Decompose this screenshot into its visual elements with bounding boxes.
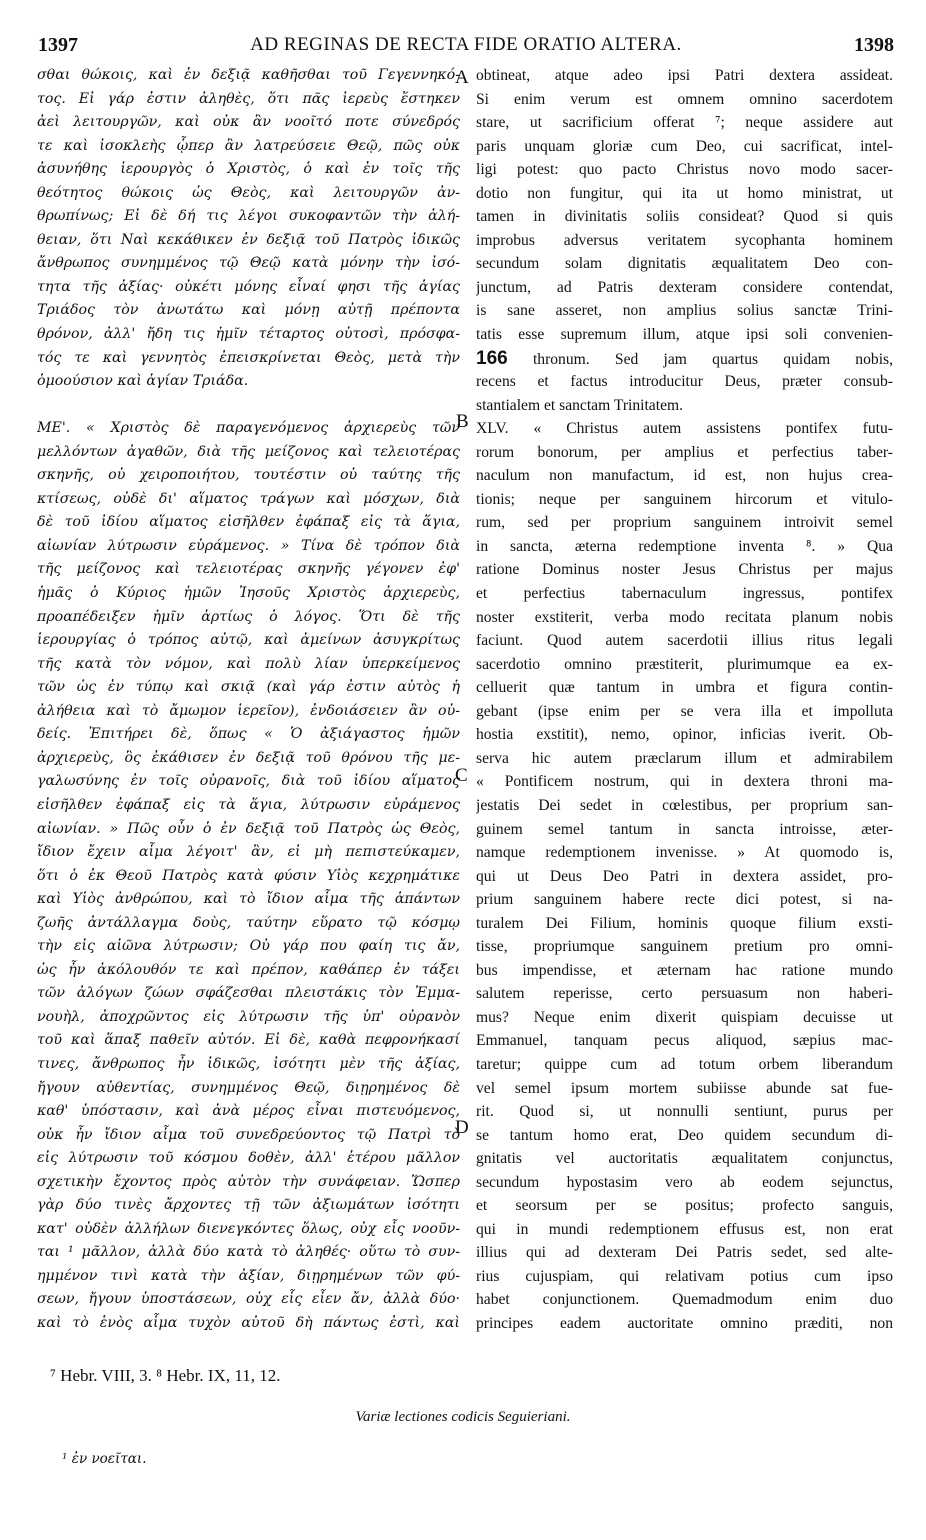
- text-line: τῶν ὡς ἐν τύπῳ καὶ σκιᾷ (καὶ γάρ ἐστιν αὐτὸς ἡ: [37, 679, 460, 696]
- text-line: principes eadem auctoritate omnino præditi, non: [476, 1314, 893, 1332]
- text-line: recens et factus introducitur Deus, præter consub-: [476, 373, 893, 391]
- text-line: et seorsum per se positus; profecto sanguis,: [476, 1197, 893, 1215]
- latin-text-column: [476, 64, 893, 1336]
- text-line: guinem semel tantum in sancta introisse, æter-: [476, 820, 893, 838]
- text-line: secundum hypostasim vero ab eodem sejunctus,: [476, 1173, 893, 1191]
- text-line: Τριάδος τὸν ἀνωτάτω καὶ μόνῃ αὐτῇ πρέποντα: [37, 302, 460, 319]
- section-marker-b: B: [456, 411, 469, 432]
- text-line: tatis esse supremum illum, atque ipsi soli convenien-: [476, 326, 893, 344]
- text-line: ἤγουν αὐθεντίας, συνημμένος Θεῷ, διῃρημένος δὲ: [37, 1079, 460, 1096]
- text-line: σχετικὴν ἔχοντος πρὸς αὐτὸν τὴν συνάφειαν. Ὥσπερ: [37, 1173, 460, 1190]
- text-line: secundum solam dignitatis æqualitatem Deo con-: [476, 255, 893, 273]
- text-line: improbus adversus veritatem sycophanta hominem: [476, 231, 893, 249]
- column-number: 166: [476, 347, 508, 369]
- section-marker-d: D: [455, 1117, 469, 1138]
- text-line: hostia exstitit), nemo, opinor, inficias iverit. Ob-: [476, 726, 893, 744]
- text-line: γαλωσύνης ἐν τοῖς οὐρανοῖς, διὰ τοῦ ἰδίου αἵματος: [37, 773, 460, 790]
- text-line: τός τε καὶ γεννητὸς ἐπεισκρίνεται Θεὸς, μετὰ τὴν: [37, 349, 460, 366]
- text-line: se tantum homo erat, Deo quidem secundum di-: [476, 1126, 893, 1144]
- text-line: mus? Neque enim dixerit quispiam decuisse ut: [476, 1008, 893, 1026]
- text-line: νουὴλ, ἀποχρῶντος εἰς λύτρωσιν τῆς ὑπ' οὐρανὸν: [37, 1008, 460, 1025]
- text-line: noster exstiterit, verba modo recitata planum nobis: [476, 608, 893, 626]
- text-line: tionis; neque per sanguinem hircorum et vitulo-: [476, 490, 893, 508]
- text-line: προαπέδειξεν ἡμῖν ἀρτίως ὁ λόγος. Ὅτι δὲ τῆς: [37, 608, 460, 625]
- text-line: serva hic autem præclarum illum et admirabilem: [476, 749, 893, 767]
- text-line: rorum bonorum, per amplius et perfectius taber-: [476, 443, 893, 461]
- text-line: ratione Dominus noster Jesus Christus per majus: [476, 561, 893, 579]
- text-line: tamen in divinitatis soliis consideat? Quod si quis: [476, 208, 893, 226]
- text-line: σεων, ἤγουν ὑποστάσεων, οὐχ εἷς εἶεν ἄν, ἀλλὰ δύο·: [37, 1291, 460, 1308]
- text-line: ὁμοούσιον καὶ ἁγίαν Τριάδα.: [37, 373, 249, 390]
- text-line: bus impendisse, et æternam hac ratione mundo: [476, 961, 893, 979]
- text-line: gnitatis vel auctoritatis æqualitatem conjunctus,: [476, 1150, 893, 1168]
- text-line: vel semel ipsum mortem subiisse abunde sat fue-: [476, 1079, 893, 1097]
- text-line: rius cujuspiam, qui relativam potius cum ipso: [476, 1267, 893, 1285]
- text-line: τε καὶ ἰσοκλεὴς ᾧπερ ἂν λατρεύσειε Θεῷ, πῶς οὐκ: [37, 137, 460, 154]
- text-line: in sancta, æterna redemptione inventa ⁸. » Qua: [476, 537, 893, 555]
- text-line: τῆς μείζονος καὶ τελειοτέρας σκηνῆς γέγονεν ἐφ': [37, 561, 460, 578]
- text-line: is sane asseret, non amplius solius sanctæ Trini-: [476, 302, 893, 320]
- text-line: ται ¹ μᾶλλον, ἀλλὰ δύο κατὰ τὸ ἀληθές· οὕτω τὸ συν-: [37, 1244, 460, 1261]
- text-line: faciunt. Quod autem sacerdotii illius ritus legali: [476, 632, 893, 650]
- text-line: Emmanuel, tanquam pecus aliquod, sæpius mac-: [476, 1032, 893, 1050]
- scripture-footnotes: ⁷ Hebr. VIII, 3. ⁸ Hebr. IX, 11, 12.: [50, 1366, 281, 1385]
- text-line: ὡς ἦν ἀκόλουθόν τε καὶ πρέπον, καθάπερ ἐν τάξει: [37, 961, 460, 978]
- text-line: ἀρχιερεὺς, ὃς ἐκάθισεν ἐν δεξιᾷ τοῦ θρόνου τῆς με-: [37, 749, 460, 766]
- section-marker-a: A: [455, 67, 469, 88]
- text-line: ἀεὶ λειτουργῶν, καὶ οὐκ ἂν νοοῖτό ποτε σύνεδρός: [37, 114, 460, 131]
- text-line: naculum non manufactum, id est, non hujus crea-: [476, 467, 893, 485]
- text-line: εἰσῆλθεν ἐφάπαξ εἰς τὰ ἅγια, λύτρωσιν εὑράμενος: [37, 796, 460, 813]
- text-line: namque redemptionem invenisse. » At quomodo is,: [476, 844, 893, 862]
- text-line: ημμένον τινὶ κατὰ τὴν ἀξίαν, διῃρημένων τῶν φύ-: [37, 1267, 460, 1284]
- text-line: Si enim verum est omnem omnino sacerdotem: [476, 90, 893, 108]
- text-line: junctum, ad Patris dexteram considere contendat,: [476, 278, 893, 296]
- text-line: ΜΕ'. « Χριστὸς δὲ παραγενόμενος ἀρχιερεὺς τῶν: [37, 420, 460, 437]
- text-line: celluerit quæ tantum in umbra et figura contin-: [476, 679, 893, 697]
- text-line: sacerdotio omnino præstiterit, plurimumque ea ex-: [476, 655, 893, 673]
- text-line: οὐκ ἦν ἴδιον αἷμα τοῦ συνεδρεύοντος τῷ Πατρὶ τὸ: [37, 1126, 460, 1143]
- text-line: ἀλήθεια καὶ τὸ ἄμωμον ἱερεῖον), ἐνδοιάσειεν ἂν οὐ-: [37, 702, 460, 719]
- text-line: ζωῆς ἀντάλλαγμα δοὺς, ταύτην εὕρατο τῷ κόσμῳ: [37, 914, 460, 931]
- variae-lectiones-heading: Variæ lectiones codicis Seguieriani.: [355, 1409, 571, 1425]
- text-line: τῶν ἀλόγων ζώων σφάζεσθαι πλειστάκις τὸν Ἐμμα-: [37, 985, 460, 1002]
- text-line: stantialem et sanctam Trinitatem.: [476, 396, 684, 414]
- text-line: qui ut Deus Deo Patri in dextera assidet, pro-: [476, 867, 893, 885]
- text-line: rit. Quod si, ut nonnulli sentiunt, purus per: [476, 1103, 893, 1121]
- text-line: ἀσυνήθης ἱερουργὸς ὁ Χριστὸς, ὁ καὶ ἐν τοῖς τῆς: [37, 161, 460, 178]
- text-line: θρόνον, ἀλλ' ἤδη τις ἡμῖν τέταρτος οὑτοσὶ, πρόσφα-: [37, 326, 460, 343]
- text-line: paris unquam gloriæ cum Deo, cui sacrificat, intel-: [476, 137, 893, 155]
- text-line: θεότητος θώκοις ὡς Θεὸς, καὶ λειτουργῶν ἀν-: [37, 184, 460, 201]
- text-line: salutem reperisse, certo persuasum non haberi-: [476, 985, 893, 1003]
- text-line: κατ' οὐδὲν ἀλλήλων διενεγκόντες ὅλως, οὐχ εἷς νοοῦν-: [37, 1220, 460, 1237]
- text-line: jestatis Dei sedet in cœlestibus, per proprium san-: [476, 796, 893, 814]
- text-line: καὶ Υἱὸς ἀνθρώπου, καὶ τὸ ἴδιον αἷμα τῆς ἁπάντων: [37, 891, 460, 908]
- text-line: δείς. Ἐπιτήρει δὲ, ὅπως « Ὁ ἀξιάγαστος ἡμῶν: [37, 726, 460, 743]
- text-line: τοῦ καὶ ἅπαξ παθεῖν αὐτόν. Εἰ δὲ, καθὰ πεφρονήκασί: [37, 1032, 460, 1049]
- running-title: AD REGINAS DE RECTA FIDE ORATIO ALTERA.: [250, 34, 682, 55]
- text-line: δὲ τοῦ ἰδίου αἵματος εἰσῆλθεν ἐφάπαξ εἰς τὰ ἅγια,: [37, 514, 460, 531]
- text-line: dotio non fungitur, qui ita ut homo ministrat, ut: [476, 184, 893, 202]
- text-line: 166 thronum. Sed jam quartus quidam nobis,: [476, 347, 893, 369]
- page-number-right: 1398: [854, 34, 894, 56]
- text-line: κτίσεως, οὐδὲ δι' αἵματος τράγων καὶ μόσχων, διὰ: [37, 490, 460, 507]
- text-line: αἰωνίαν λύτρωσιν εὑράμενος. » Τίνα δὲ τρόπον διὰ: [37, 537, 460, 554]
- text-line: τητα τῆς ἀξίας· οὐκέτι μόνης εἶναί φησι τῆς ἁγίας: [37, 278, 460, 295]
- text-line: σθαι θώκοις, καὶ ἐν δεξιᾷ καθῆσθαι τοῦ Γεγεννηκό-: [37, 67, 460, 83]
- text-line: εἰς λύτρωσιν τοῦ κόσμου δοθὲν, ἀλλ' ἑτέρου μᾶλλον: [37, 1150, 460, 1167]
- text-line: σκηνῆς, οὐ χειροποιήτου, τουτέστιν οὐ ταύτης τῆς: [37, 467, 460, 484]
- text-line: αἰωνίαν. » Πῶς οὖν ὁ ἐν δεξιᾷ τοῦ Πατρὸς ὡς Θεὸς,: [37, 820, 460, 837]
- variant-reading: ¹ ἐν νοεῖται.: [62, 1451, 147, 1467]
- text-line: turalem Dei Filium, hominis quoque filium exsti-: [476, 914, 893, 932]
- text-line: ἱερουργίας ὁ τρόπος αὐτῷ, καὶ ἀμείνων ἀσυγκρίτως: [37, 632, 460, 649]
- text-line: gebant (ipse enim per se vera illa et impolluta: [476, 702, 893, 720]
- text-line: taretur; quippe cum ad totum orbem liberandum: [476, 1055, 893, 1073]
- text-line: [37, 394, 460, 418]
- text-line: ἴδιον ἔχειν αἷμα λέγοιτ' ἂν, εἰ μὴ πεπιστεύκαμεν,: [37, 844, 460, 861]
- text-line: XLV. « Christus autem assistens pontifex futu-: [476, 420, 893, 438]
- text-line: et perfectius tabernaculum ingressus, pontifex: [476, 585, 893, 603]
- text-line: ligi potest: quo pacto Christus novo modo sacer-: [476, 161, 893, 179]
- text-line: obtineat, atque adeo ipsi Patri dextera assideat.: [476, 67, 893, 84]
- text-line: τὴν εἰς αἰῶνα λύτρωσιν; Οὐ γάρ που φαίη τις ἄν,: [37, 938, 460, 955]
- text-line: γὰρ δύο τινὲς ἄρχοντες τῇ τῶν ἀξιωμάτων ἰσότητι: [37, 1197, 460, 1214]
- text-line: ἡμᾶς ὁ Κύριος ἡμῶν Ἰησοῦς Χριστὸς ἀρχιερεὺς,: [37, 585, 460, 602]
- text-line: prium sanguinem habere recte dici potest, si na-: [476, 891, 893, 909]
- text-line: μελλόντων ἀγαθῶν, διὰ τῆς μείζονος καὶ τελειοτέρας: [37, 443, 460, 460]
- text-line: θειαν, ὅτι Ναὶ κεκάθικεν ἐν δεξιᾷ τοῦ Πατρὸς ἰδικῶς: [37, 231, 460, 248]
- page-number-left: 1397: [38, 34, 78, 56]
- text-line: habet conjunctionem. Quemadmodum enim duo: [476, 1291, 893, 1309]
- text-line: θρωπίνως; Εἰ δὲ δή τις λέγοι συκοφαντῶν τὴν ἀλή-: [37, 208, 460, 225]
- text-line: stare, ut sacrificium offerat ⁷; neque assidere aut: [476, 114, 893, 132]
- greek-text-column: [37, 64, 460, 1336]
- text-line: τινες, ἄνθρωπος ἦν ἰδικῶς, ἰσότητι μὲν τῆς ἀξίας,: [37, 1055, 460, 1072]
- text-line: ὅτι ὁ ἐκ Θεοῦ Πατρὸς κατὰ φύσιν Υἱὸς κεχρημάτικε: [37, 867, 460, 884]
- text-line: τος. Εἰ γάρ ἐστιν ἀληθὲς, ὅτι πᾶς ἱερεὺς ἕστηκεν: [37, 90, 460, 107]
- text-line: qui in mundi redemptionem effusus est, non erat: [476, 1220, 893, 1238]
- text-line: tisse, propriumque sanguinem pretium pro omni-: [476, 938, 893, 956]
- text-line: illius qui ad dexteram Dei Patris sedet, sed alte-: [476, 1244, 893, 1262]
- text-line: καὶ τὸ ἑνὸς αἷμα τυχὸν αὐτοῦ δὴ πάντως ἐστὶ, καὶ: [37, 1314, 460, 1331]
- running-header: [38, 34, 894, 60]
- text-line: καθ' ὑπόστασιν, καὶ ἀνὰ μέρος εἶναι πιστευόμενος,: [37, 1103, 460, 1120]
- text-line: rum, sed per proprium sanguinem introivit semel: [476, 514, 893, 532]
- text-line: ἄνθρωπος συνημμένος τῷ Θεῷ κατὰ μόνην τὴν ἰσό-: [37, 255, 460, 272]
- text-line: « Pontificem nostrum, qui in dextera throni ma-: [476, 773, 893, 791]
- text-line: τῆς κατὰ τὸν νόμον, καὶ πολὺ λίαν ὑπερκείμενος: [37, 655, 460, 672]
- section-marker-c: C: [455, 765, 468, 786]
